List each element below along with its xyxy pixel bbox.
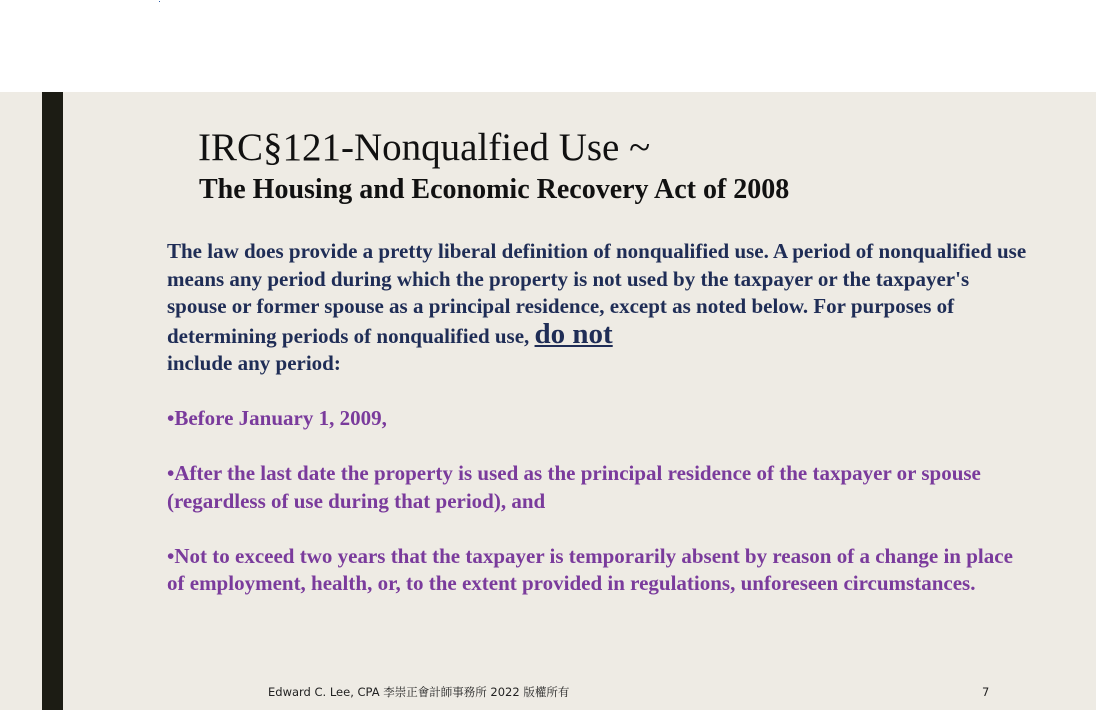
slide-subtitle: The Housing and Economic Recovery Act of 2008: [199, 174, 790, 205]
slide-footer: Edward C. Lee, CPA 李崇正會計師事務所 2022 版權所有: [268, 685, 570, 699]
side-accent-bar: [42, 92, 63, 710]
slide-title: IRC§121-Nonqualfied Use ~: [198, 126, 651, 169]
do-not-emphasis: do not: [534, 317, 613, 350]
intro-end: include any period:: [167, 351, 341, 375]
page-number: 7: [982, 685, 990, 699]
stray-pixel: [159, 1, 160, 2]
slide-body: [167, 238, 1027, 598]
intro-paragraph: [167, 238, 1027, 378]
bullet-item: •After the last date the property is used as the principal residence of the taxpayer or spouse (regardless of use during that period), and: [167, 461, 981, 513]
intro-text: The law does provide a pretty liberal definition of nonqualified use. A period of nonqualified use means any period during which the property is not used by the taxpayer or the taxpayer's spouse or former spouse as a principal residence, except as noted below. For purposes of determining periods of nonqualified use,: [167, 239, 1027, 348]
slide: [0, 92, 1096, 710]
bullet-item: •Before January 1, 2009,: [167, 406, 387, 430]
bullet-item: •Not to exceed two years that the taxpayer is temporarily absent by reason of a change in place of employment, health, or, to the extent provided in regulations, unforeseen circumstances.: [167, 543, 1013, 595]
